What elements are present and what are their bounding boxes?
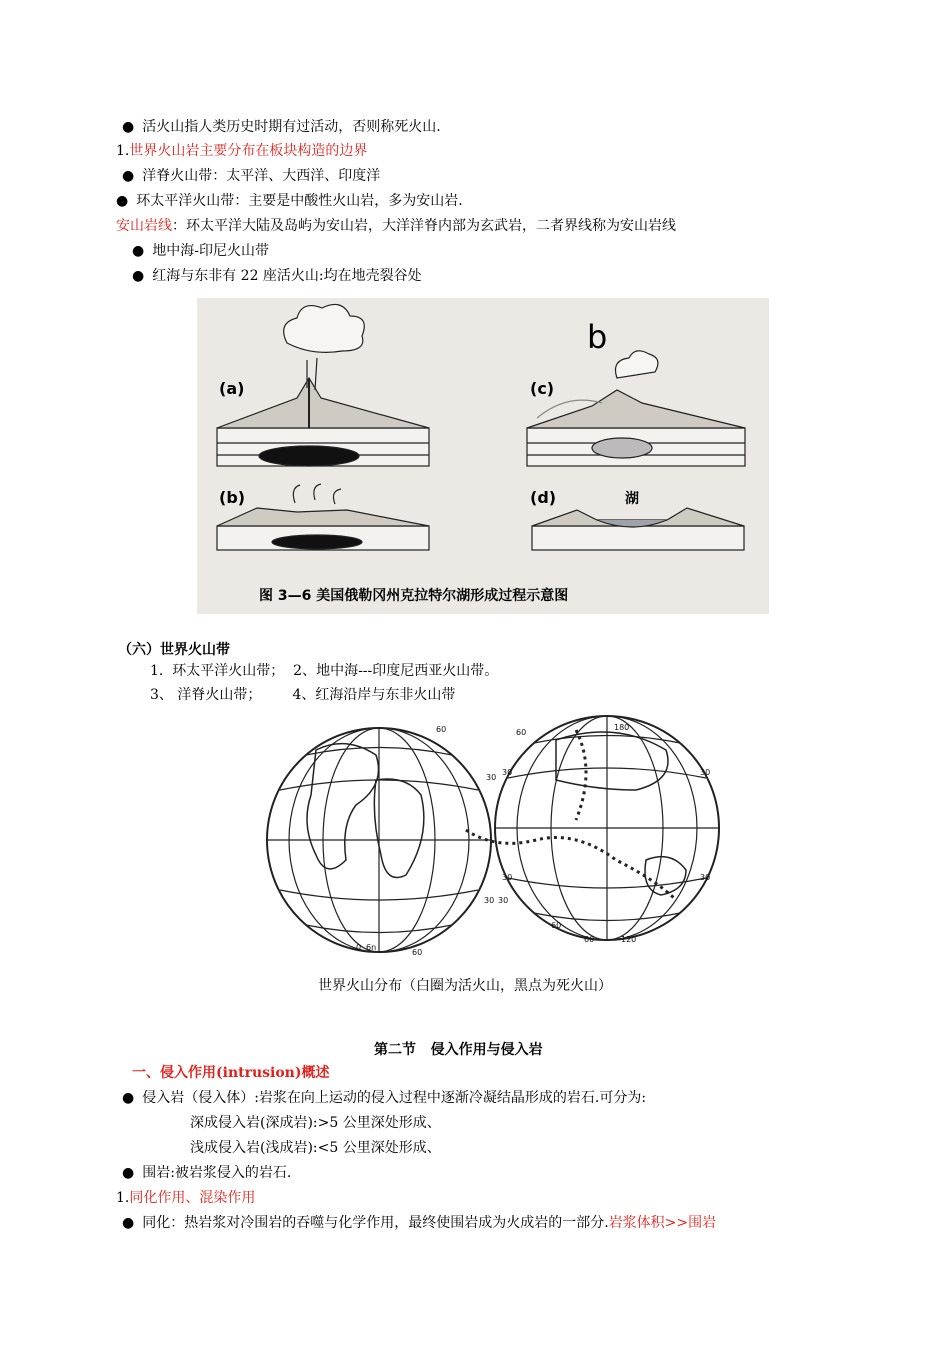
label-d: (d) — [530, 488, 557, 507]
figure1-caption: 图 3—6 美国俄勒冈州克拉特尔湖形成过程示意图 — [259, 588, 569, 604]
lat-label: 6n — [366, 943, 377, 952]
panel-b — [217, 484, 429, 550]
lat-label: 60 — [516, 728, 527, 737]
bullet-mediterranean: ● 地中海-印尼火山带 — [132, 241, 269, 261]
bullet-ridge-belt: ● 洋脊火山带：太平洋、大西洋、印度洋 — [122, 166, 380, 186]
lat-label: 30 — [484, 896, 495, 905]
section6-row1: 1. 环太平洋火山带； 2、地中海---印度尼西亚火山带。 — [150, 663, 499, 679]
panel-d — [532, 508, 744, 550]
lat-label: 60 — [412, 948, 423, 957]
lat-label: 30 — [700, 768, 711, 777]
lat-label: 0 — [356, 943, 362, 952]
numbered-heading-volcanic-distribution: 1.世界火山岩主要分布在板块构造的边界 — [116, 143, 368, 159]
handwritten-b: b — [587, 318, 608, 356]
world-volcano-map-svg — [266, 710, 722, 968]
lat-label: 30 — [502, 873, 513, 882]
world-volcano-map — [266, 710, 722, 968]
bullet-active-volcano: ● 活火山指人类历史时期有过活动，否则称死火山. — [122, 117, 441, 137]
numbered-heading-assimilation: 1.同化作用、混染作用 — [116, 1190, 256, 1206]
lat-label: 30 — [498, 896, 509, 905]
section2-subheading: 一、侵入作用(intrusion)概述 — [132, 1065, 330, 1081]
panel-a — [217, 304, 429, 466]
section6-row2: 3、 洋脊火山带； 4、红海沿岸与东非火山带 — [150, 687, 456, 703]
lat-label: 30 — [700, 873, 711, 882]
lat-label: 30 — [502, 768, 513, 777]
label-lake: 湖 — [625, 491, 639, 507]
bullet-country-rock: ● 围岩:被岩浆侵入的岩石. — [122, 1163, 291, 1183]
lat-label: 180 — [614, 723, 630, 732]
section2-title: 第二节 侵入作用与侵入岩 — [374, 1042, 543, 1058]
crater-lake-diagram — [197, 298, 769, 614]
bullet-assimilation: ● 同化：热岩浆对冷围岩的吞噬与化学作用，最终使围岩成为火成岩的一部分.岩浆体积>>围岩 — [122, 1213, 716, 1233]
label-b: (b) — [219, 488, 246, 507]
deep-intrusive: 深成侵入岩(深成岩):>5 公里深处形成、 — [190, 1115, 441, 1131]
lat-label: 120 — [621, 935, 637, 944]
panel-c — [527, 351, 745, 466]
lat-label: 60 — [584, 935, 595, 944]
label-c: (c) — [530, 379, 555, 398]
figure2-caption: 世界火山分布（白圈为活火山，黑点为死火山） — [318, 978, 612, 994]
lat-label: 60 — [436, 725, 447, 734]
andesite-line-definition: 安山岩线：环太平洋大陆及岛屿为安山岩，大洋洋脊内部为玄武岩，二者界线称为安山岩线 — [116, 218, 676, 234]
lat-label: 60 — [551, 921, 562, 930]
lat-label: 30 — [486, 773, 497, 782]
section6-title: （六）世界火山带 — [118, 642, 230, 658]
bullet-red-sea: ● 红海与东非有 22 座活火山:均在地壳裂谷处 — [132, 266, 422, 286]
bullet-circum-pacific: ● 环太平洋火山带：主要是中酸性火山岩，多为安山岩. — [116, 191, 463, 211]
label-a: (a) — [219, 379, 245, 398]
shallow-intrusive: 浅成侵入岩(浅成岩):<5 公里深处形成、 — [190, 1140, 441, 1156]
crater-lake-figure — [197, 298, 769, 614]
bullet-intrusive-rock: ● 侵入岩（侵入体）:岩浆在向上运动的侵入过程中逐渐冷凝结晶形成的岩石.可分为: — [122, 1088, 646, 1108]
